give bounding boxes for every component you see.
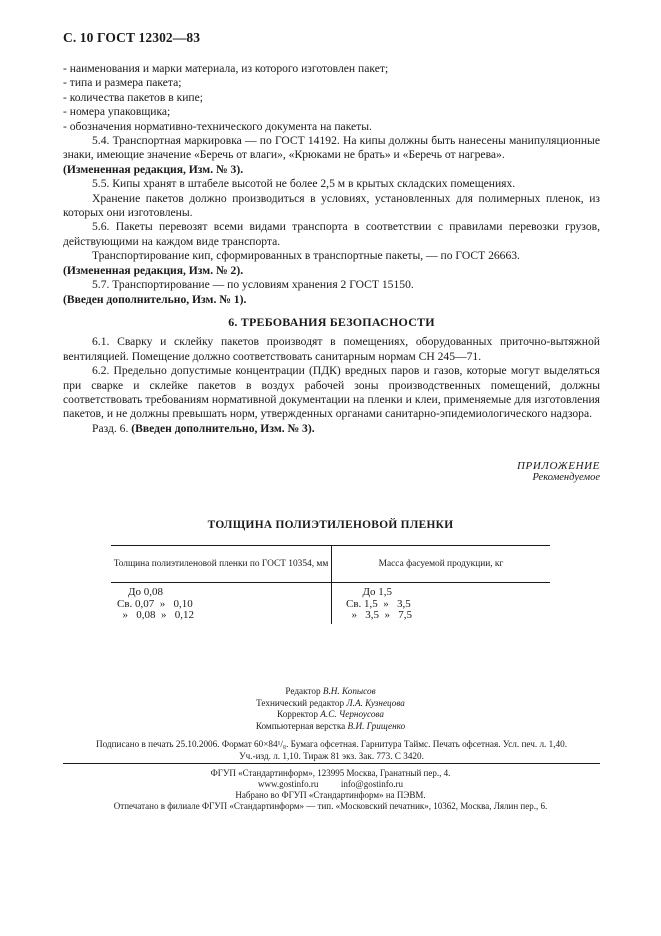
editorial-credits [0,686,661,732]
table-body [111,583,550,624]
list-item: - номера упаковщика; [63,105,171,119]
print-info-line: Уч.-изд. л. 1,10. Тираж 81 экз. Зак. 773. С 3420. [239,751,424,761]
paragraph-5-6: 5.6. Пакеты перевозят всеми видами транспорта в соответствии с правилами перевозки грузов, действующими на каждом виде транспорта. [63,220,600,248]
credit-role: Компьютерная верстка [255,720,346,731]
table-column-mass [332,583,550,624]
amendment-note: (Введен дополнительно, Изм. № 1). [63,292,247,306]
section-6-note [63,422,600,436]
credit-name: В.И. Грищенко [347,720,406,731]
table-cell: » 3,5 » 7,5 [346,609,412,621]
table-cell: Св. 0,07 » 0,10 [117,597,193,610]
amendment-note: (Измененная редакция, Изм. № 2). [63,263,244,277]
credit-line [0,698,661,710]
credit-line [0,686,661,698]
section-6-note-prefix: Разд. 6. [92,421,129,435]
publisher-line: www.gostinfo.ru info@gostinfo.ru [258,779,403,789]
table-header-row [111,546,550,583]
appendix-subtitle: Рекомендуемое [532,472,600,483]
table-title: ТОЛЩИНА ПОЛИЭТИЛЕНОВОЙ ПЛЕНКИ [207,519,454,531]
publisher-line: Отпечатано в филиале ФГУП «Стандартинформ» — тип. «Московский печатник», 10362, Москва, Лялин пер., 6. [113,801,548,811]
thickness-table [111,545,550,624]
section-6-note-text: (Введен дополнительно, Изм. № 3). [131,421,315,435]
table-header-thickness: Толщина полиэтиленовой пленки по ГОСТ 10354, мм [111,546,332,582]
credit-role: Технический редактор [256,697,345,708]
table-cell: До 0,08 [117,586,164,598]
publisher-line: Набрано во ФГУП «Стандартинформ» на ПЭВМ. [235,790,426,800]
credit-name: Л.А. Кузнецова [346,697,405,708]
paragraph-5-6-continued: Транспортирование кип, сформированных в транспортные пакеты, — по ГОСТ 26663. [92,249,520,263]
table-cell: До 1,5 [346,586,393,598]
page-header: С. 10 ГОСТ 12302—83 [63,30,201,45]
paragraph-5-5: 5.5. Кипы хранят в штабеле высотой не более 2,5 м в крытых складских помещениях. [92,177,516,191]
body-text [63,62,600,436]
credit-line [0,709,661,721]
credit-role: Редактор [285,686,321,696]
publisher-line: ФГУП «Стандартинформ», 123995 Москва, Гранатный пер., 4. [210,768,451,778]
print-info [63,738,600,762]
paragraph-5-7: 5.7. Транспортирование — по условиям хранения 2 ГОСТ 15150. [92,278,414,292]
credit-role: Корректор [277,709,318,719]
table-column-thickness [111,583,332,624]
amendment-note: (Измененная редакция, Изм. № 3). [63,162,244,176]
appendix-title: ПРИЛОЖЕНИЕ [517,460,600,472]
publisher-info [0,768,661,812]
list-item: - количества пакетов в кипе; [63,90,203,104]
list-item: - обозначения нормативно-технического документа на пакеты. [63,119,372,133]
list-item: - наименования и марки материала, из которого изготовлен пакет; [63,62,389,75]
appendix-label [517,460,600,484]
divider [63,763,600,764]
print-info-line: Подписано в печать 25.10.2006. Формат 60×84¹/₈. Бумага офсетная. Гарнитура Таймс. Печать офсетная. Усл. печ. л. 1,40. [95,739,568,749]
paragraph-6-2: 6.2. Предельно допустимые концентрации (ПДК) вредных паров и газов, которые могут выделяться при сварке и склейке пакетов в воздух рабочей зоны производственных помещений, должны соответствовать требованиям нормативной документации на пленки и клеи, применяемые для изготовления пакетов, и не должны превышать норм, утвержденных органами санитарно-эпидемиологического надзора. [63,364,600,421]
list-item: - типа и размера пакета; [63,76,182,90]
table-cell: » 0,08 » 0,12 [117,609,194,621]
paragraph-5-4: 5.4. Транспортная маркировка — по ГОСТ 14192. На кипы должны быть нанесены манипуляционные знаки, имеющие значение «Беречь от влаги», «Крюками не брать» и «Беречь от нагрева». [63,134,600,162]
credit-name: В.Н. Копысов [322,686,376,696]
table-header-mass: Масса фасуемой продукции, кг [378,558,504,569]
table-cell: Св. 1,5 » 3,5 [346,597,411,610]
section-6-title: 6. ТРЕБОВАНИЯ БЕЗОПАСНОСТИ [228,314,435,329]
paragraph-5-5-continued: Хранение пакетов должно производиться в условиях, установленных для полимерных пленок, из которых они изготовлены. [63,191,600,220]
paragraph-6-1: 6.1. Сварку и склейку пакетов производят в помещениях, оборудованных приточно-вытяжной вентиляцией. Помещение должно соответствовать санитарным нормам СН 245—71. [63,335,600,363]
credit-name: А.С. Черноусова [320,709,384,719]
credit-line [0,721,661,733]
